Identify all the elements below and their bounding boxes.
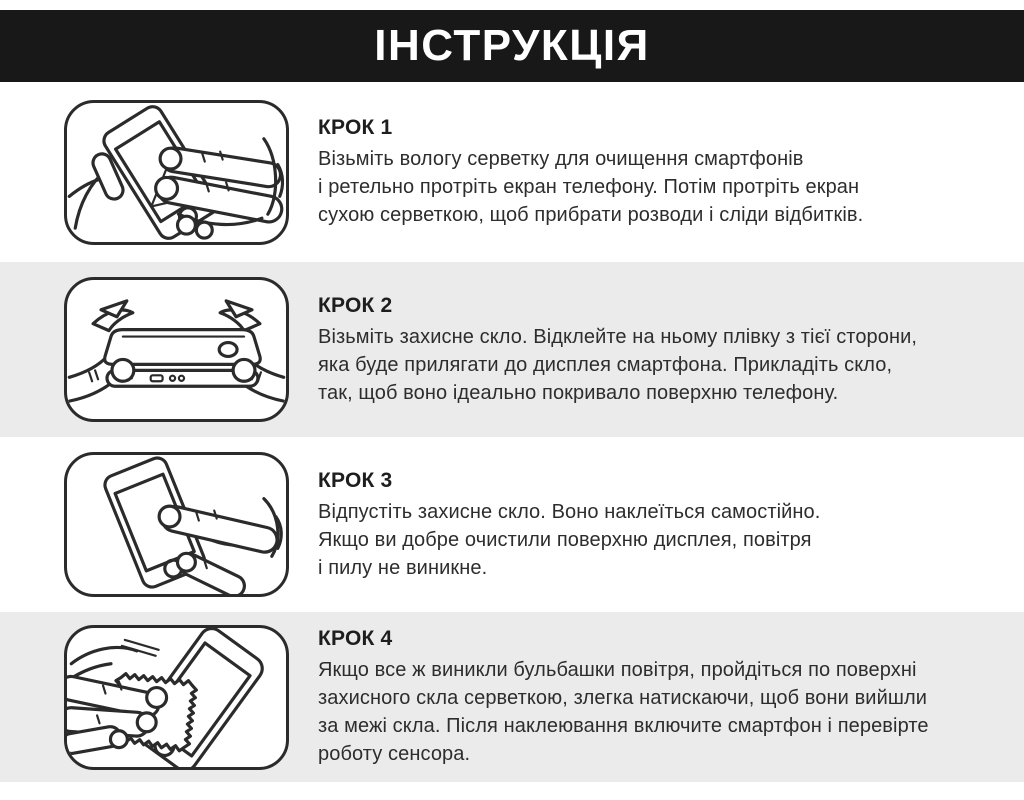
step-2-description: Візьміть захисне скло. Відклейте на ньому плівку з тієї сторони, яка буде прилягати до дисплея смартфона. Прикладіть скло, так, щоб воно ідеально покривало поверхню телефону.: [318, 325, 918, 404]
step-4-illustration-box: [64, 625, 289, 770]
smooth-out-air-bubbles-icon: [67, 628, 286, 767]
wipe-screen-with-cloth-icon: [67, 103, 286, 242]
step-2-text: [318, 293, 917, 407]
step-1-text: [318, 115, 863, 229]
step-row-1: [0, 82, 1024, 262]
page-title: ІНСТРУКЦІЯ: [374, 21, 650, 70]
step-row-2: [0, 262, 1024, 437]
press-center-of-glass-icon: [67, 455, 286, 594]
step-3-description: Відпустіть захисне скло. Воно наклеїться самостійно. Якщо ви добре очистили поверхню дисплея, повітря і пилу не виникне.: [318, 500, 821, 579]
step-1-title: КРОК 1: [318, 116, 393, 139]
step-3-title: КРОК 3: [318, 468, 393, 492]
step-1-illustration-box: [64, 100, 289, 245]
step-row-4: [0, 612, 1024, 782]
step-3-illustration-box: [64, 452, 289, 597]
step-3-text: [318, 468, 820, 582]
peel-film-and-align-glass-icon: [67, 280, 286, 419]
step-1-description: Візьміть вологу серветку для очищення смартфонів і ретельно протріть екран телефону. Потім протріть екран сухою серветкою, щоб прибрати розводи і сліди відбитків.: [318, 148, 864, 226]
step-2-illustration-box: [64, 277, 289, 422]
step-2-title: КРОК 2: [318, 293, 393, 317]
title-bar: [0, 10, 1024, 82]
step-4-description: Якщо все ж виникли бульбашки повітря, пройдіться по поверхні захисного скла серветкою, злегка натискаючи, щоб вони вийшли за межі скла. Після наклеювання включите смартфон і перевірте роботу сенсора.: [318, 659, 929, 765]
top-margin-strip: [0, 0, 1024, 10]
step-4-title: КРОК 4: [318, 627, 393, 650]
step-4-text: [318, 626, 929, 768]
step-row-3: [0, 437, 1024, 612]
bottom-margin-strip: [0, 782, 1024, 800]
